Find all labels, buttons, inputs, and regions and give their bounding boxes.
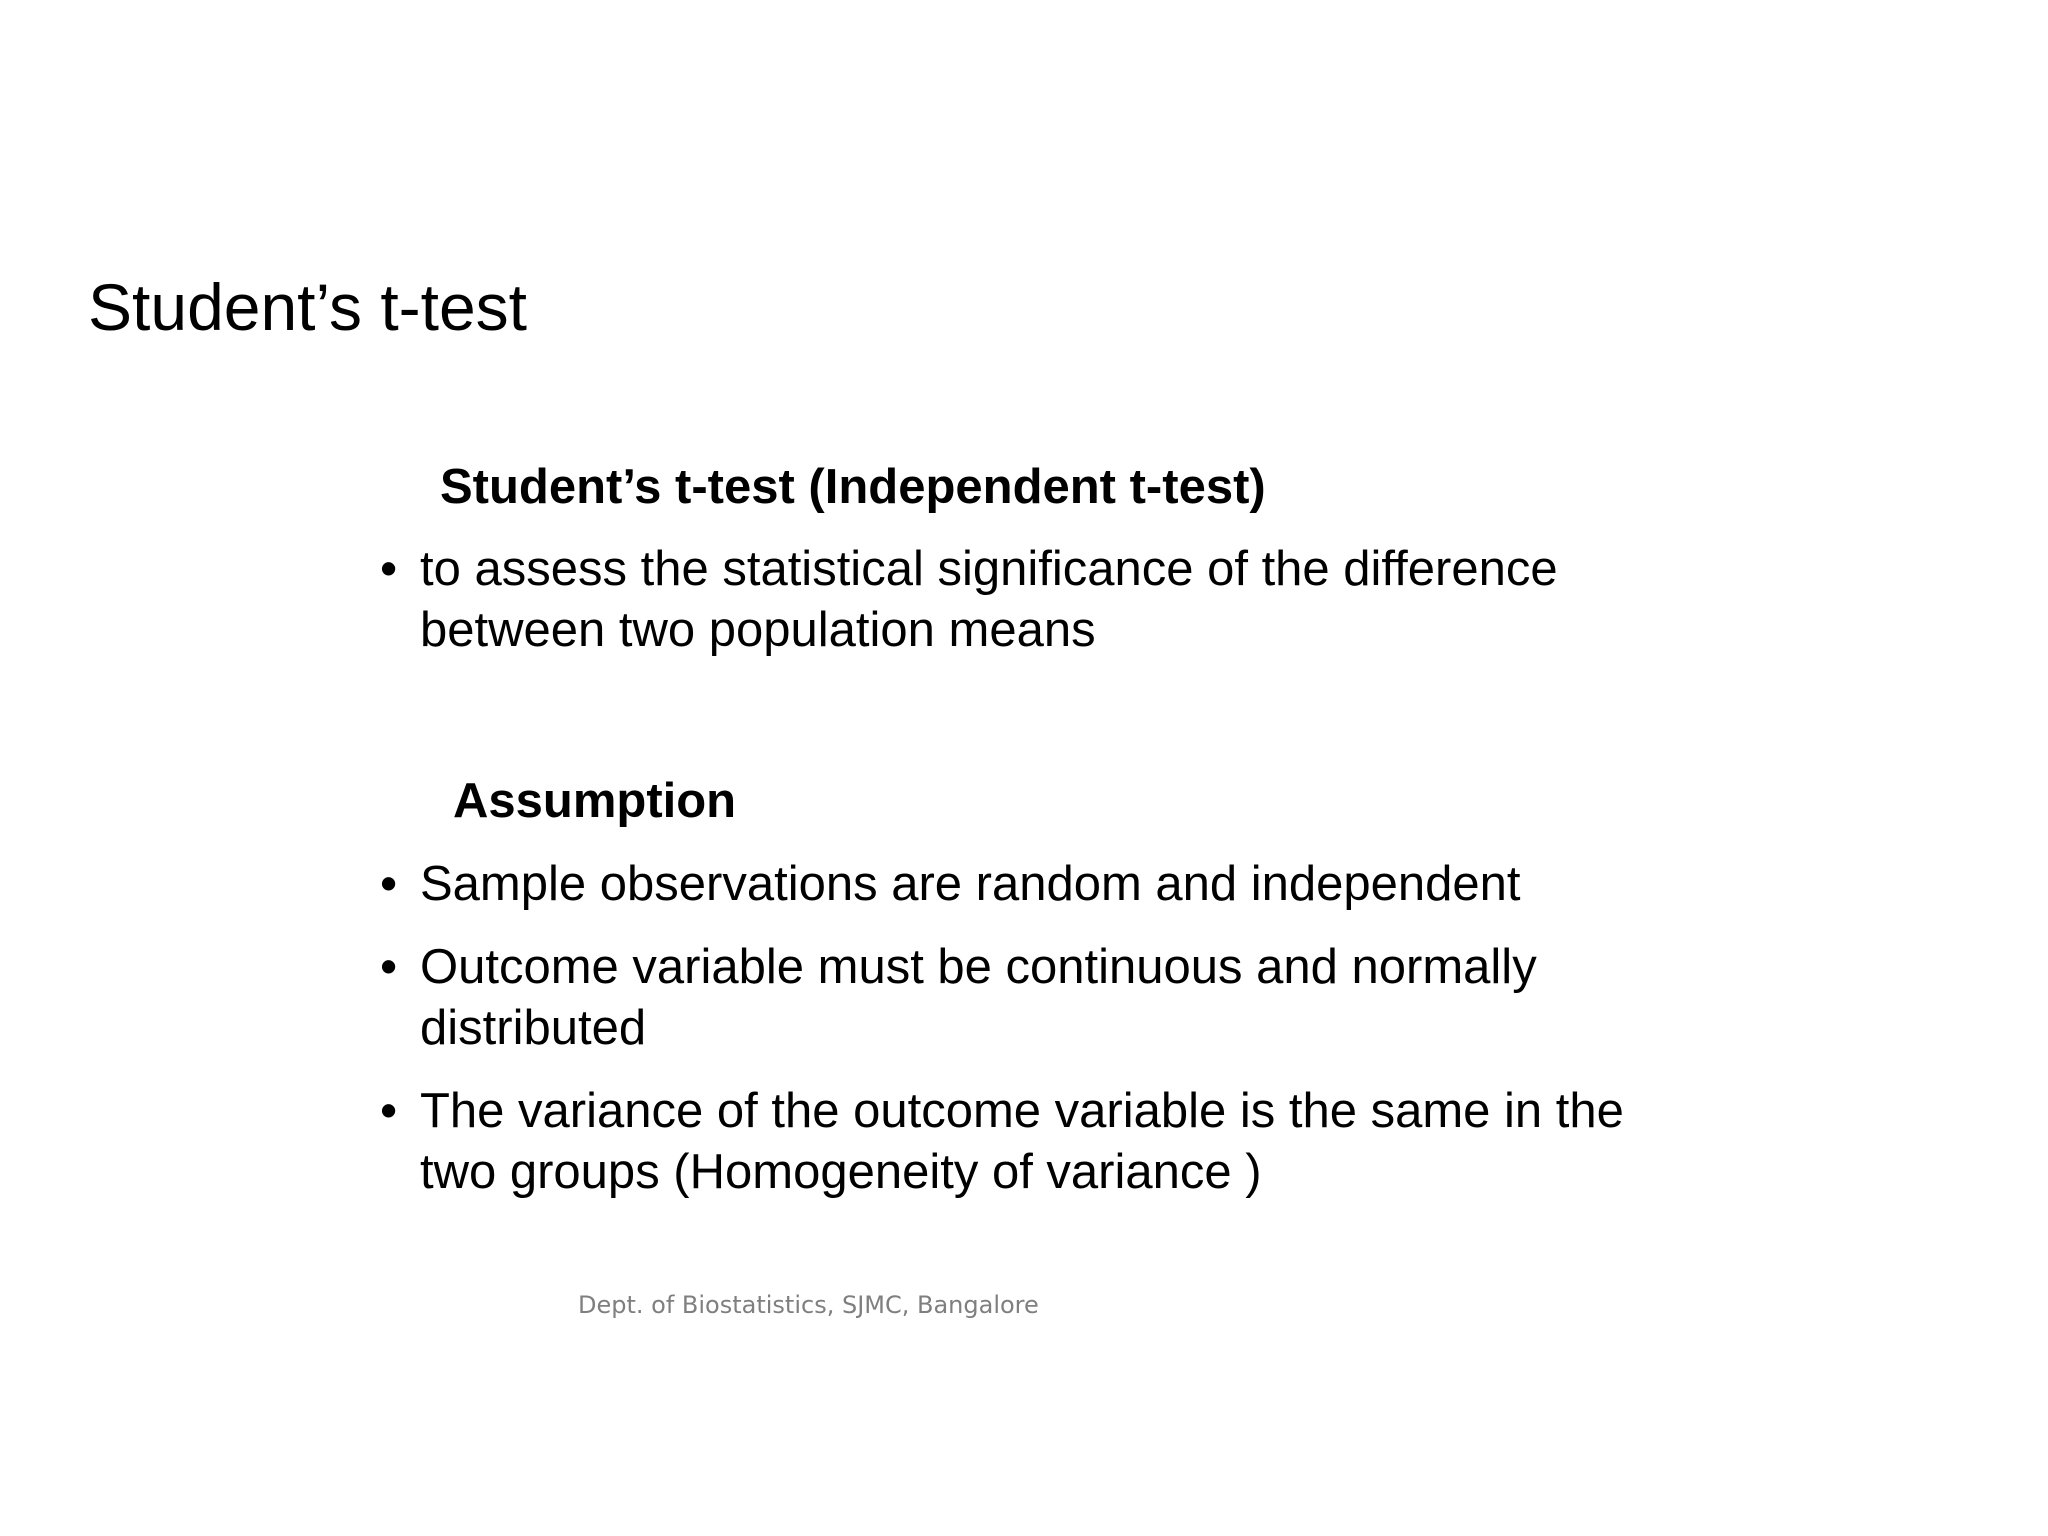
bullet-text: Outcome variable must be continuous and normally distributed: [420, 940, 1537, 1055]
list-item: [370, 854, 1670, 915]
list-item: [370, 539, 1670, 661]
section-heading-assumption: Assumption: [453, 774, 737, 828]
assumption-bullet-list: [370, 854, 1670, 1225]
bullet-text: Sample observations are random and independent: [420, 857, 1521, 911]
purpose-bullet-list: [370, 539, 1670, 661]
bullet-icon: •: [380, 857, 398, 911]
bullet-icon: •: [380, 940, 398, 994]
list-item: [370, 937, 1670, 1059]
bullet-text: The variance of the outcome variable is the same in the two groups (Homogeneity of variance ): [420, 1084, 1624, 1199]
bullet-icon: •: [380, 542, 398, 596]
section-heading-independent-t-test: Student’s t-test (Independent t-test): [440, 460, 1266, 514]
slide-title: Student’s t-test: [88, 270, 528, 344]
list-item: [370, 1081, 1670, 1203]
bullet-icon: •: [380, 1084, 398, 1138]
slide-footer: Dept. of Biostatistics, SJMC, Bangalore: [578, 1291, 1039, 1319]
bullet-text: to assess the statistical significance of the difference between two population means: [420, 542, 1558, 657]
